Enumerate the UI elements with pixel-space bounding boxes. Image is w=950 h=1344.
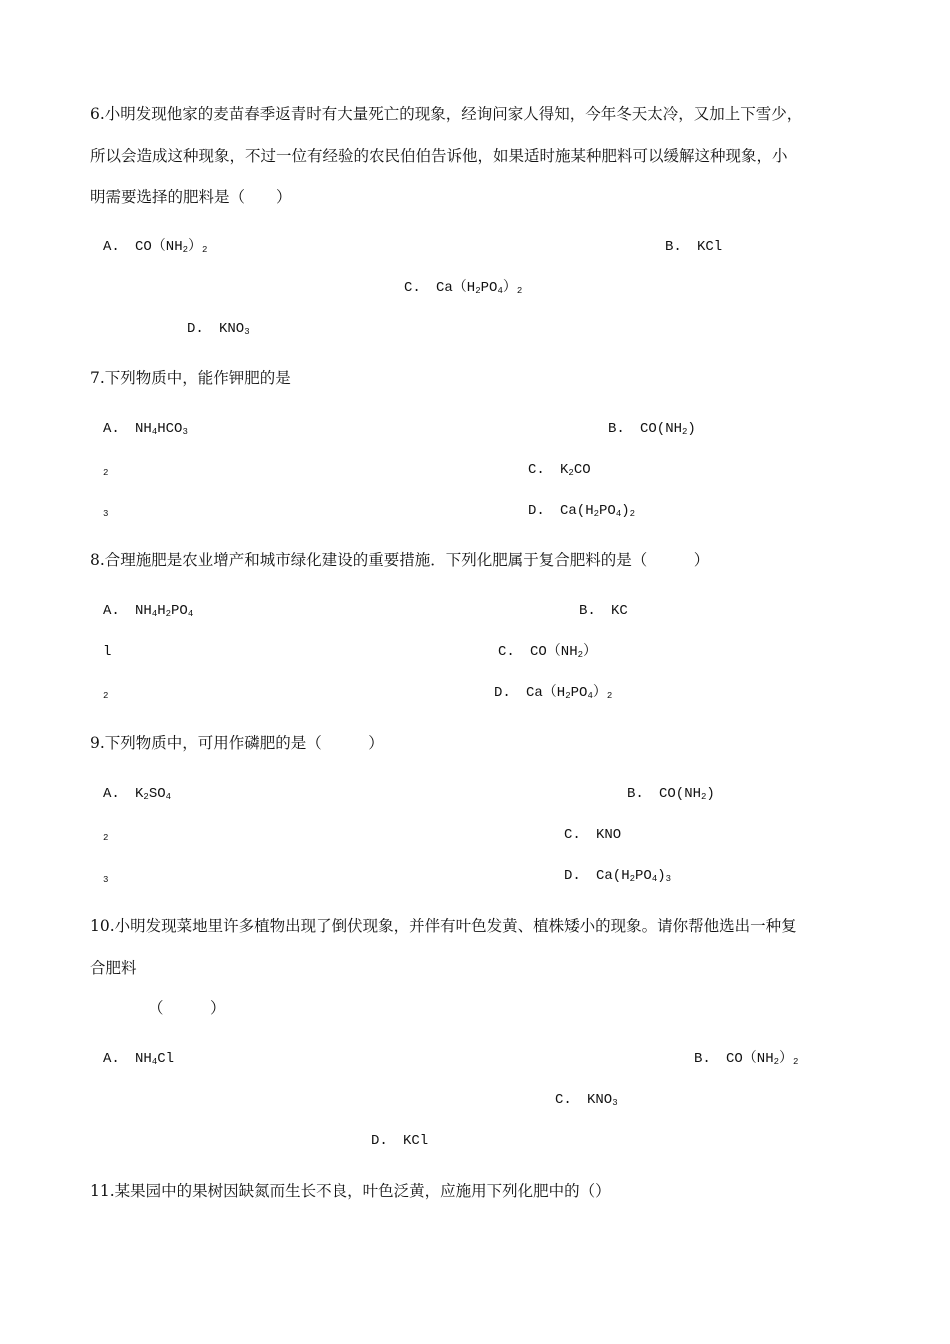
- option-text: PO: [480, 280, 498, 296]
- subscript: 2: [629, 874, 636, 884]
- option-text: Ca（H: [436, 280, 476, 296]
- option-text: KC: [611, 603, 628, 619]
- option-letter: D.: [494, 685, 511, 701]
- option-text: PO: [570, 685, 588, 701]
- option-text: ）: [583, 644, 598, 660]
- option-text: CO: [573, 462, 591, 478]
- option-letter: C.: [564, 827, 581, 843]
- q6-option-d: [187, 320, 250, 341]
- option-text: HCO: [157, 421, 183, 437]
- option-letter: B.: [608, 421, 625, 437]
- option-text: PO: [599, 503, 616, 519]
- option-letter: C.: [555, 1092, 572, 1108]
- option-text: Cl: [157, 1051, 175, 1067]
- q10-option-d: [371, 1132, 428, 1150]
- subscript: 2: [701, 792, 707, 802]
- q9-wrap-fragment: 2: [103, 833, 109, 843]
- q8-wrap-fragment: l: [103, 644, 112, 660]
- q8-option-d: [494, 684, 612, 705]
- subscript: 4: [615, 509, 622, 519]
- q8-option-c: [498, 643, 597, 664]
- option-text: NH: [135, 421, 152, 437]
- option-text: ): [706, 786, 715, 802]
- option-letter: B.: [579, 603, 596, 619]
- subscript: 2: [165, 609, 172, 619]
- subscript: 2: [606, 691, 613, 701]
- option-text: ): [687, 421, 696, 437]
- q9-stem-line1: 9.下列物质中，可用作磷肥的是（ ）: [90, 734, 384, 752]
- option-text: ）: [779, 1051, 794, 1067]
- subscript: 3: [244, 327, 250, 337]
- option-text: H: [157, 603, 166, 619]
- subscript: 2: [516, 286, 523, 296]
- q9-option-b: [627, 785, 715, 806]
- option-letter: D.: [371, 1133, 388, 1149]
- option-text: NH: [135, 603, 152, 619]
- option-letter: D.: [187, 321, 204, 337]
- subscript: 4: [497, 286, 503, 296]
- q10-option-a: [103, 1050, 174, 1071]
- subscript: 2: [182, 245, 189, 255]
- option-letter: A.: [103, 786, 120, 802]
- q7-option-c: [528, 461, 591, 482]
- option-letter: D.: [528, 503, 545, 519]
- option-text: ）: [502, 280, 517, 296]
- option-letter: A.: [103, 421, 120, 437]
- q6-option-b: [665, 238, 722, 256]
- q10-stem-line3: （ ）: [148, 999, 226, 1017]
- q9-option-a: [103, 785, 171, 806]
- subscript: 2: [568, 468, 574, 478]
- q7-wrap-fragment: 2: [103, 468, 109, 478]
- q10-stem-line1: 10.小明发现菜地里许多植物出现了倒伏现象，并伴有叶色发黄、植株矮小的现象。请你帮他选出一种复: [90, 917, 797, 935]
- option-letter: C.: [404, 280, 421, 296]
- subscript: 3: [182, 427, 188, 437]
- q6-stem-line1: 6.小明发现他家的麦苗春季返青时有大量死亡的现象，经询问家人得知，今年冬天太冷，又加上下雪少，: [90, 105, 803, 123]
- q7-wrap-fragment: 3: [103, 509, 109, 519]
- option-text: CO（NH: [530, 644, 578, 660]
- option-letter: D.: [564, 868, 581, 884]
- q11-stem-line1: 11.某果园中的果树因缺氮而生长不良，叶色泛黄，应施用下列化肥中的（）: [90, 1182, 611, 1200]
- subscript: 2: [202, 245, 208, 255]
- q8-option-a: [103, 602, 193, 623]
- subscript: 2: [682, 427, 688, 437]
- subscript: 3: [612, 1098, 618, 1108]
- q7-stem-line1: 7.下列物质中，能作钾肥的是: [90, 369, 291, 387]
- option-text: KNO: [219, 321, 245, 337]
- subscript: 4: [165, 792, 172, 802]
- subscript: 4: [587, 691, 593, 701]
- subscript: 2: [565, 691, 571, 701]
- option-letter: A.: [103, 1051, 120, 1067]
- option-text: Ca(H: [560, 503, 594, 519]
- subscript: 3: [665, 874, 672, 884]
- q8-stem-line1: 8.合理施肥是农业增产和城市绿化建设的重要措施．下列化肥属于复合肥料的是（ ）: [90, 551, 710, 569]
- q6-stem-line3: 明需要选择的肥料是（ ）: [90, 188, 292, 206]
- option-letter: A.: [103, 239, 120, 255]
- option-text: K: [560, 462, 569, 478]
- option-text: ）: [188, 239, 203, 255]
- option-text: PO: [635, 868, 652, 884]
- option-text: KCl: [403, 1133, 429, 1149]
- option-text: KNO: [596, 827, 622, 843]
- subscript: 4: [187, 609, 194, 619]
- q6-option-c: [404, 279, 522, 300]
- option-text: CO(NH: [640, 421, 683, 437]
- subscript: 2: [629, 509, 636, 519]
- option-text: Ca(H: [596, 868, 630, 884]
- q7-option-b: [608, 420, 696, 441]
- subscript: 2: [143, 792, 149, 802]
- option-letter: C.: [498, 644, 515, 660]
- subscript: 2: [593, 509, 600, 519]
- option-text: KNO: [587, 1092, 613, 1108]
- q10-stem-line2: 合肥料: [90, 959, 137, 977]
- option-text: PO: [171, 603, 188, 619]
- option-text: SO: [148, 786, 166, 802]
- option-text: NH: [135, 1051, 152, 1067]
- option-text: CO(NH: [659, 786, 702, 802]
- q6-option-a: [103, 238, 207, 259]
- option-letter: B.: [627, 786, 644, 802]
- subscript: 2: [577, 650, 584, 660]
- subscript: 2: [475, 286, 481, 296]
- option-letter: B.: [694, 1051, 711, 1067]
- subscript: 4: [651, 874, 658, 884]
- q8-option-b: [579, 602, 628, 620]
- subscript: 4: [151, 609, 158, 619]
- option-text: CO（NH: [726, 1051, 774, 1067]
- q8-wrap-fragment: 2: [103, 691, 109, 701]
- q10-option-c: [555, 1091, 618, 1112]
- option-text: KCl: [697, 239, 723, 255]
- option-letter: C.: [528, 462, 545, 478]
- subscript: 4: [151, 1057, 158, 1067]
- q10-option-b: [694, 1050, 798, 1071]
- option-text: ): [621, 503, 630, 519]
- q9-option-d: [564, 867, 671, 888]
- subscript: 2: [773, 1057, 780, 1067]
- q9-option-c: [564, 826, 621, 844]
- q7-option-a: [103, 420, 188, 441]
- subscript: 4: [151, 427, 158, 437]
- subscript: 2: [793, 1057, 799, 1067]
- option-text: CO（NH: [135, 239, 183, 255]
- option-letter: A.: [103, 603, 120, 619]
- option-text: ): [657, 868, 666, 884]
- option-text: ）: [592, 685, 607, 701]
- option-letter: B.: [665, 239, 682, 255]
- option-text: Ca（H: [526, 685, 566, 701]
- q9-wrap-fragment: 3: [103, 875, 109, 885]
- q6-stem-line2: 所以会造成这种现象，不过一位有经验的农民伯伯告诉他，如果适时施某种肥料可以缓解这种现象，小: [90, 147, 788, 165]
- q7-option-d: [528, 502, 635, 523]
- option-text: K: [135, 786, 144, 802]
